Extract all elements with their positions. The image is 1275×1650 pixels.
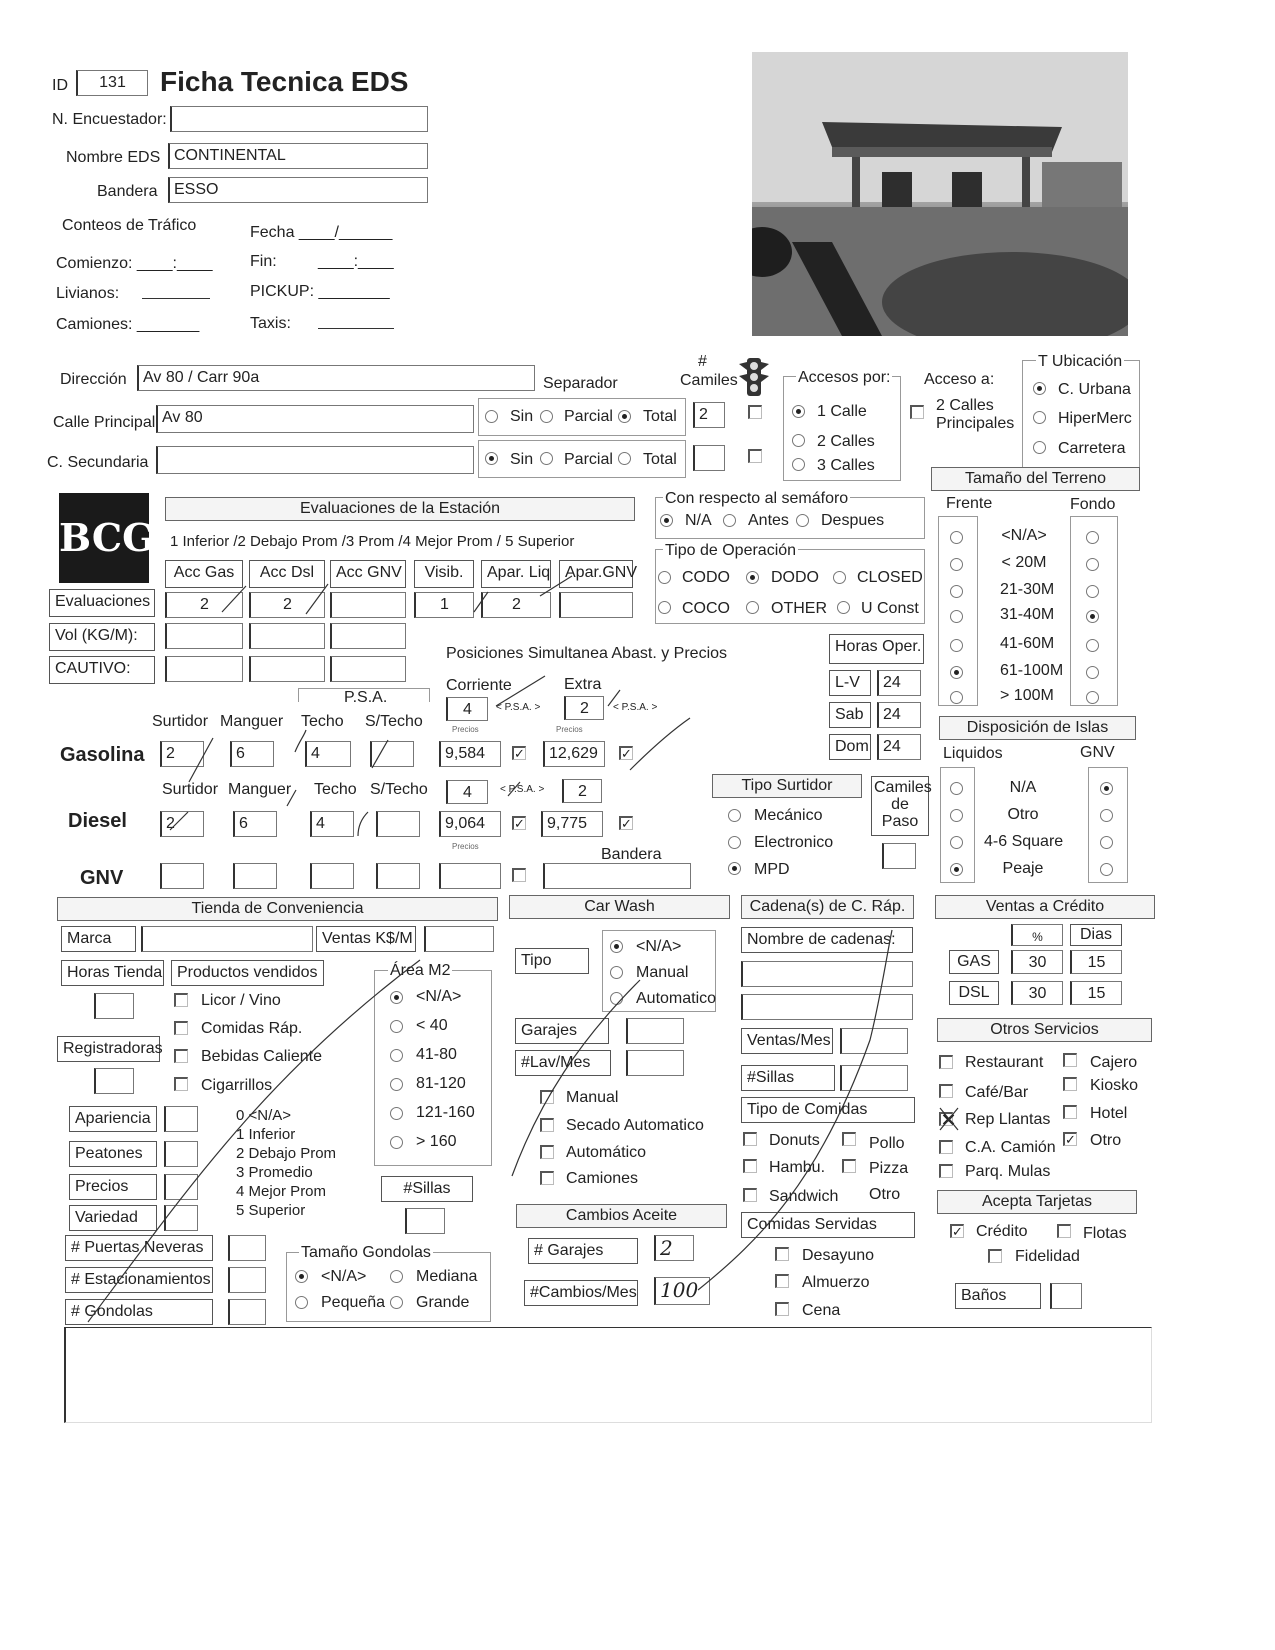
terreno-frente-label: Frente	[946, 495, 993, 512]
horas-dom-field[interactable]: 24	[877, 734, 921, 760]
cajero-label: Cajero	[1090, 1054, 1138, 1071]
sep2-sin-label: Sin	[510, 451, 534, 468]
otros-otro-label: Otro	[1090, 1132, 1122, 1149]
horas-sab-label: Sab	[829, 702, 871, 728]
almuerzo-label: Almuerzo	[802, 1274, 870, 1291]
islas-row-label: 4-6 Square	[984, 833, 1064, 850]
area-option-label: 81-120	[416, 1075, 466, 1092]
pizza-label: Pizza	[869, 1160, 909, 1177]
eval-value-field[interactable]: 1	[414, 592, 474, 618]
ubicacion-title: T Ubicación	[1038, 353, 1123, 370]
area-option-label: <N/A>	[416, 988, 462, 1005]
tienda-title: Tienda de Conveniencia	[57, 897, 498, 921]
gnv-label: GNV	[80, 867, 124, 889]
evaluaciones-scale: 1 Inferior /2 Debajo Prom /3 Prom /4 Mejor Prom / 5 Superior	[170, 533, 575, 550]
terreno-row-label: > 100M	[1000, 687, 1054, 704]
gas-manguer-field[interactable]: 6	[230, 741, 274, 767]
gas-techo-field[interactable]: 4	[305, 741, 351, 767]
donuts-label: Donuts	[769, 1132, 820, 1149]
psa-label: P.S.A.	[344, 689, 388, 706]
gas-price-c-check[interactable]: ✓	[512, 746, 526, 760]
semaforo-despues-label: Despues	[821, 512, 885, 529]
accesos-3-label: 3 Calles	[817, 457, 875, 474]
dsl-surtidor-field[interactable]: 2	[160, 811, 204, 837]
desayuno-label: Desayuno	[802, 1247, 875, 1264]
cambios-title: Cambios Aceite	[516, 1204, 727, 1228]
horas-dom-label: Dom	[829, 734, 871, 760]
cigarrillos-label: Cigarrillos	[201, 1077, 273, 1094]
horas-sab-field[interactable]: 24	[877, 702, 921, 728]
sandwich-label: Sandwich	[769, 1188, 839, 1205]
carwash-na-label: <N/A>	[636, 938, 682, 955]
op-uconst-label: U Const	[861, 600, 919, 617]
dsl-psa: < P.S.A. >	[500, 784, 545, 795]
tienda-scale-item: 3 Promedio	[236, 1164, 313, 1181]
direccion-label: Dirección	[60, 371, 127, 388]
traffic-pickup: PICKUP: ________	[250, 283, 390, 300]
productos-label: Productos vendidos	[171, 960, 324, 986]
accesos-title: Accesos por:	[798, 369, 891, 386]
kiosko-label: Kiosko	[1090, 1077, 1139, 1094]
cambios-mes-field[interactable]: 100	[654, 1277, 710, 1305]
direccion-field[interactable]: Av 80 / Carr 90a	[137, 365, 535, 391]
camiles-label: Camiles	[680, 372, 738, 389]
tarjetas-title: Acepta Tarjetas	[937, 1190, 1137, 1214]
eval-col-header: Apar. Liq	[481, 560, 551, 588]
traffic-fin-label: Fin:	[250, 253, 277, 270]
credito-dsl-pct[interactable]: 30	[1011, 981, 1063, 1005]
licor-label: Licor / Vino	[201, 992, 281, 1009]
gas-psa-right: < P.S.A. >	[613, 702, 658, 713]
acceso-a-label: Acceso a:	[924, 371, 995, 388]
encuestador-label: N. Encuestador:	[52, 111, 167, 128]
estacionamientos-label: # Estacionamientos	[65, 1267, 213, 1293]
op-dodo-label: DODO	[771, 569, 819, 586]
nombre-eds-field[interactable]: CONTINENTAL	[168, 143, 428, 169]
gas-stecho-label: S/Techo	[365, 713, 423, 730]
camiles-1-field[interactable]: 2	[693, 402, 725, 428]
dsl-price-extra-field[interactable]: 9,775	[541, 811, 603, 837]
area-option-label: 121-160	[416, 1104, 475, 1121]
gas-manguer-label: Manguer	[220, 713, 284, 730]
row-evaluaciones-label: Evaluaciones	[49, 589, 155, 617]
gondolas-tamano-title: Tamaño Gondolas	[301, 1244, 431, 1261]
calle-principal-label: Calle Principal	[53, 414, 156, 431]
hambu-label: Hambu.	[769, 1159, 826, 1176]
camiles-paso-label: Camiles de Paso	[871, 776, 929, 836]
cadena-title: Cadena(s) de C. Ráp.	[741, 895, 914, 919]
cadena-ventas-label: Ventas/Mes	[741, 1028, 833, 1054]
credito-gas-pct[interactable]: 30	[1011, 950, 1063, 974]
gnv-bandera-label: Bandera	[601, 846, 662, 863]
terreno-row-label: 61-100M	[1000, 662, 1064, 679]
ubicacion-carretera-label: Carretera	[1058, 440, 1126, 457]
carwash-tipo-label: Tipo	[515, 948, 589, 974]
accesos-2-label: 2 Calles	[817, 433, 875, 450]
tarjeta-fidelidad-label: Fidelidad	[1015, 1248, 1080, 1265]
cambios-garajes-label: # Garajes	[528, 1238, 638, 1264]
terreno-title: Tamaño del Terreno	[931, 467, 1140, 491]
islas-title: Disposición de Islas	[939, 716, 1136, 740]
credito-title: Ventas a Crédito	[935, 895, 1155, 919]
tienda-scale-item: 2 Debajo Prom	[236, 1145, 337, 1162]
carwash-auto-label: Automatico	[636, 990, 717, 1007]
carwash-title: Car Wash	[509, 895, 730, 919]
semaforo-na-label: N/A	[685, 512, 712, 529]
bandera-field[interactable]: ESSO	[168, 177, 428, 203]
carwash-manual-label: Manual	[636, 964, 689, 981]
tienda-scale-item: 4 Mejor Prom	[236, 1183, 327, 1200]
surtidor-mpd-label: MPD	[754, 861, 790, 878]
banos-label: Baños	[955, 1283, 1041, 1309]
acceso-principales-2: Principales	[936, 415, 1015, 432]
registradoras-label: Registradoras	[57, 1036, 160, 1062]
semaforo-title: Con respecto al semáforo	[665, 490, 849, 507]
dsl-techo-field[interactable]: 4	[310, 811, 354, 837]
dsl-price-c-check[interactable]: ✓	[512, 816, 526, 830]
posiciones-title: Posiciones Simultanea Abast. y Precios	[446, 645, 728, 662]
camion-label: C.A. Camión	[965, 1139, 1056, 1156]
dsl-corriente-field[interactable]: 4	[446, 780, 488, 804]
dsl-stecho-label: S/Techo	[370, 781, 428, 798]
gas-surtidor-field[interactable]: 2	[160, 741, 204, 767]
rep-llantas-label: Rep Llantas	[965, 1111, 1051, 1128]
sep2-total-label: Total	[643, 451, 677, 468]
credito-dsl-dias[interactable]: 15	[1070, 981, 1122, 1005]
gondolas-pequena-label: Pequeña	[321, 1294, 386, 1311]
ubicacion-hipermerc-label: HiperMerc	[1058, 410, 1132, 427]
eval-value-field[interactable]: 2	[481, 592, 551, 618]
gondolas-mediana-label: Mediana	[416, 1268, 478, 1285]
credito-gas-label: GAS	[949, 950, 999, 974]
terreno-row-label: 21-30M	[1000, 581, 1055, 598]
terreno-row-label: 31-40M	[1000, 606, 1055, 623]
operacion-title: Tipo de Operación	[665, 542, 797, 559]
credito-pct-header: %	[1011, 924, 1063, 946]
eval-value-field[interactable]: 2	[165, 592, 243, 618]
dsl-precios-label: Precios	[452, 842, 479, 851]
eval-col-header: Acc Gas	[165, 560, 243, 588]
tienda-apariencia-label: Apariencia	[69, 1106, 157, 1132]
tipo-surtidor-title: Tipo Surtidor	[712, 774, 862, 798]
cena-label: Cena	[802, 1302, 841, 1319]
sep1-sin-label: Sin	[510, 408, 534, 425]
gasolina-label: Gasolina	[60, 744, 145, 766]
credito-gas-dias[interactable]: 15	[1070, 950, 1122, 974]
cw-manual-label: Manual	[566, 1089, 619, 1106]
tienda-sillas-label: #Sillas	[381, 1176, 473, 1202]
gondolas-label: # Gondolas	[65, 1299, 213, 1325]
cadena-sillas-label: #Sillas	[741, 1065, 835, 1091]
dsl-price-e-check[interactable]: ✓	[619, 816, 633, 830]
cambios-mes-label: #Cambios/Mes	[524, 1280, 638, 1306]
cafe-label: Café/Bar	[965, 1084, 1029, 1101]
id-field[interactable]: 131	[76, 70, 148, 96]
comidas-label: Comidas Ráp.	[201, 1020, 303, 1037]
traffic-fecha: Fecha ____/______	[250, 224, 393, 241]
cw-secado-label: Secado Automatico	[566, 1117, 704, 1134]
terreno-row-label: 41-60M	[1000, 635, 1055, 652]
eval-col-header: Acc GNV	[330, 560, 406, 588]
traffic-fin-blank: ____:____	[318, 253, 394, 270]
credito-dias-header: Dias	[1070, 924, 1122, 946]
gas-techo-label: Techo	[301, 713, 344, 730]
tienda-scale-item: 0 <N/A>	[236, 1107, 292, 1124]
row-cautivo-label: CAUTIVO:	[49, 656, 155, 684]
traffic-taxis: Taxis:	[250, 315, 291, 332]
terreno-fondo-label: Fondo	[1070, 496, 1116, 513]
tienda-scale-item: 1 Inferior	[236, 1126, 296, 1143]
area-option-label: 41-80	[416, 1046, 457, 1063]
tarjeta-credito-check[interactable]: ✓	[950, 1224, 964, 1238]
islas-gnv-label: GNV	[1080, 744, 1115, 761]
dsl-manguer-label: Manguer	[228, 781, 292, 798]
gondolas-grande-label: Grande	[416, 1294, 470, 1311]
horas-lv-field[interactable]: 24	[877, 670, 921, 696]
diesel-label: Diesel	[68, 810, 127, 832]
traffic-camiones: Camiones: _______	[56, 316, 200, 333]
tienda-peatones-label: Peatones	[69, 1141, 157, 1167]
cw-automatico-label: Automático	[566, 1144, 647, 1161]
islas-row-label: Peaje	[1002, 860, 1044, 877]
gondolas-na-label: <N/A>	[321, 1268, 367, 1285]
hotel-label: Hotel	[1090, 1105, 1128, 1122]
restaurant-label: Restaurant	[965, 1054, 1044, 1071]
gas-psa-left: < P.S.A. >	[496, 702, 541, 713]
bebidas-label: Bebidas Caliente	[201, 1048, 322, 1065]
cadena-tipo-label: Tipo de Comidas	[741, 1097, 915, 1123]
nombre-eds-label: Nombre EDS	[66, 149, 161, 166]
bandera-label: Bandera	[97, 183, 158, 200]
id-label: ID	[52, 77, 68, 94]
horas-title: Horas Oper.	[829, 634, 924, 664]
eval-col-header: Acc Dsl	[249, 560, 325, 588]
traffic-title: Conteos de Tráfico	[62, 217, 197, 234]
separador-label: Separador	[543, 375, 618, 392]
comidas-servidas-label: Comidas Servidas	[741, 1212, 915, 1238]
area-title: Área M2	[390, 962, 451, 979]
tarjeta-flotas-label: Flotas	[1083, 1225, 1127, 1242]
horas-lv-label: L-V	[829, 670, 871, 696]
tienda-scale-item: 5 Superior	[236, 1202, 306, 1219]
bcg-logo: BCG	[59, 493, 149, 583]
camiles-hash: #	[698, 353, 707, 370]
acceso-principales-1: 2 Calles	[936, 397, 994, 414]
ubicacion-urbana-label: C. Urbana	[1058, 381, 1131, 398]
dsl-price-corriente-field[interactable]: 9,064	[439, 811, 501, 837]
sep1-parcial-label: Parcial	[564, 408, 613, 425]
semaforo-antes-label: Antes	[748, 512, 789, 529]
islas-row-label: Otro	[1007, 806, 1039, 823]
cadena-otro-label: Otro	[869, 1186, 901, 1203]
tienda-variedad-label: Variedad	[69, 1205, 157, 1231]
carwash-garajes-label: Garajes	[515, 1018, 609, 1044]
op-codo-label: CODO	[682, 569, 730, 586]
calle-principal-field[interactable]: Av 80	[156, 405, 474, 433]
op-closed-label: CLOSED	[857, 569, 923, 586]
gas-precios-e-label: Precios	[556, 725, 583, 734]
secundaria-label: C. Secundaria	[47, 454, 149, 471]
evaluaciones-title: Evaluaciones de la Estación	[165, 497, 635, 521]
cw-camiones-label: Camiones	[566, 1170, 639, 1187]
dsl-surtidor-label: Surtidor	[162, 781, 219, 798]
surtidor-mecanico-label: Mecánico	[754, 807, 823, 824]
gas-price-extra-field[interactable]: 12,629	[543, 741, 605, 767]
gas-corriente-field[interactable]: 4	[446, 697, 488, 721]
sep2-parcial-label: Parcial	[564, 451, 613, 468]
dsl-techo-label: Techo	[314, 781, 357, 798]
tienda-ventas-label: Ventas K$/M	[316, 926, 416, 952]
carwash-lavmes-label: #Lav/Mes	[515, 1050, 611, 1076]
tarjeta-credito-label: Crédito	[976, 1223, 1028, 1240]
extra-label: Extra	[564, 676, 602, 693]
cambios-garajes-field[interactable]: 2	[654, 1235, 694, 1261]
traffic-livianos: Livianos:	[56, 285, 120, 302]
surtidor-electronico-label: Electronico	[754, 834, 834, 851]
area-option-label: > 160	[416, 1133, 457, 1150]
terreno-row-label: < 20M	[1001, 554, 1047, 571]
otros-title: Otros Servicios	[937, 1018, 1152, 1042]
op-other-label: OTHER	[771, 600, 827, 617]
traffic-comienzo: Comienzo: ____:____	[56, 255, 213, 272]
pollo-label: Pollo	[869, 1135, 905, 1152]
puertas-label: # Puertas Neveras	[65, 1235, 213, 1261]
corriente-label: Corriente	[446, 677, 512, 694]
gas-precios-c-label: Precios	[452, 725, 479, 734]
row-vol-label: Vol (KG/M):	[49, 623, 155, 651]
islas-row-label: N/A	[1009, 779, 1037, 796]
page-title: Ficha Tecnica EDS	[160, 66, 409, 97]
terreno-row-label: <N/A>	[1001, 527, 1047, 544]
tienda-marca-label: Marca	[61, 926, 136, 952]
islas-liquidos-label: Liquidos	[943, 745, 1003, 762]
eval-col-header: Visib.	[414, 560, 474, 588]
dsl-manguer-field[interactable]: 6	[233, 811, 277, 837]
cadena-nombre-label: Nombre de cadenas:	[741, 927, 913, 953]
area-option-label: < 40	[416, 1017, 448, 1034]
rep-llantas-check[interactable]: ✕	[941, 1110, 957, 1130]
otros-otro-check[interactable]: ✓	[1063, 1132, 1077, 1146]
gas-price-e-check[interactable]: ✓	[619, 746, 633, 760]
sep1-total-label: Total	[643, 408, 677, 425]
op-coco-label: COCO	[682, 600, 730, 617]
tienda-horas-label: Horas Tienda	[61, 960, 164, 986]
dsl-extra-field[interactable]: 2	[562, 779, 602, 803]
eval-col-header: Apar.GNV	[559, 560, 633, 588]
gas-extra-field[interactable]: 2	[564, 696, 604, 720]
credito-dsl-label: DSL	[949, 981, 999, 1005]
tienda-precios-label: Precios	[69, 1174, 157, 1200]
accesos-1-label: 1 Calle	[817, 403, 867, 420]
gas-price-corriente-field[interactable]: 9,584	[439, 741, 501, 767]
gas-surtidor-label: Surtidor	[152, 713, 209, 730]
eval-value-field[interactable]: 2	[249, 592, 325, 618]
mulas-label: Parq. Mulas	[965, 1163, 1051, 1180]
